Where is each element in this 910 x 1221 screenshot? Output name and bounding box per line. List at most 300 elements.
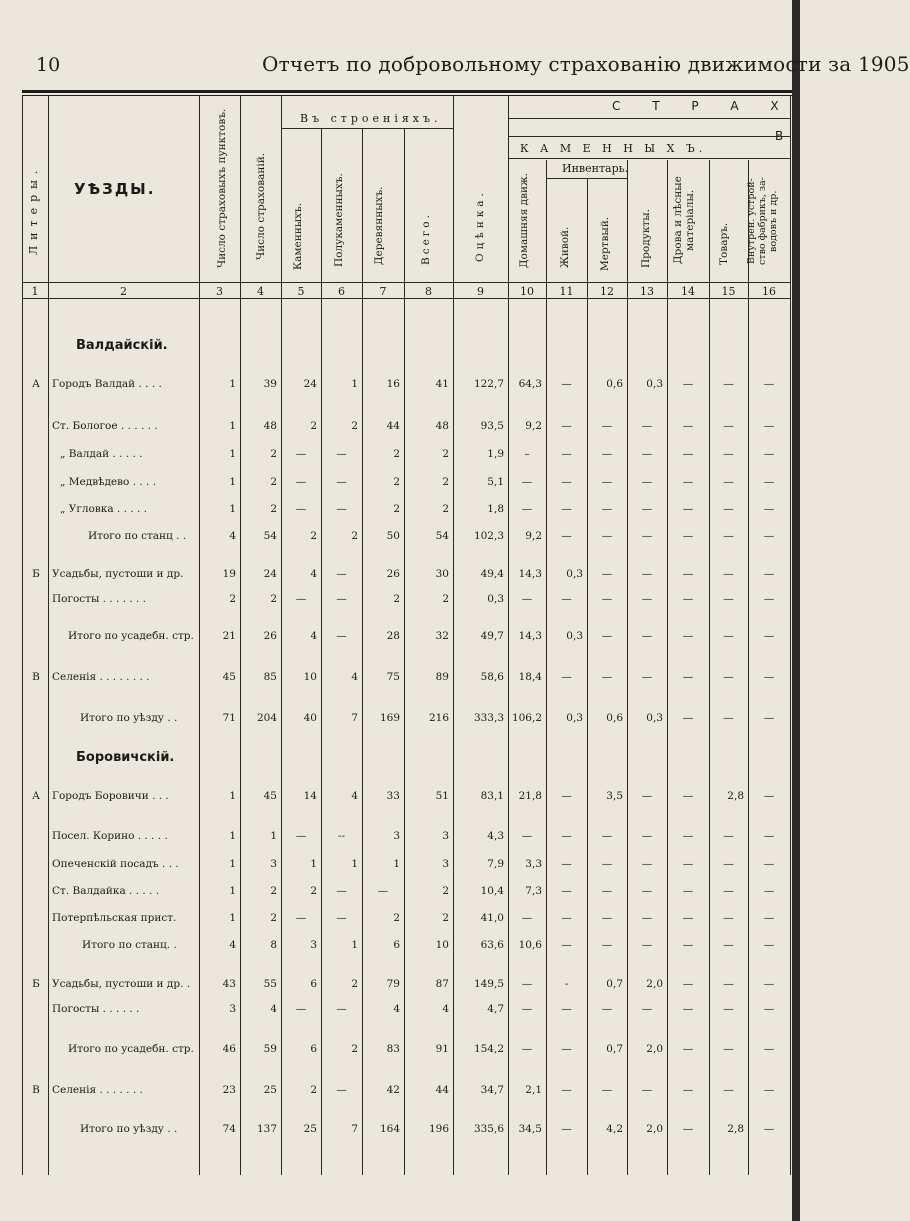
cell-col12: — bbox=[601, 476, 613, 488]
cell-col12: — bbox=[601, 939, 613, 951]
cell-col6: — bbox=[336, 630, 347, 642]
cell-col13: — bbox=[641, 1003, 653, 1015]
cell-col12: — bbox=[601, 885, 613, 897]
cell-col4: 8 bbox=[270, 939, 277, 951]
cell-col10: 2,1 bbox=[525, 1084, 542, 1096]
header-litery: Литеры. bbox=[27, 164, 40, 256]
cell-col3: 23 bbox=[222, 1084, 236, 1096]
row-name: „ Валдай . . . . . bbox=[60, 448, 143, 460]
column-number: 16 bbox=[762, 285, 776, 298]
cell-col15: — bbox=[723, 939, 734, 951]
cell-col4: 59 bbox=[263, 1043, 277, 1055]
header-bottom-rule bbox=[22, 282, 790, 283]
row-name: „ Медвѣдево . . . . bbox=[60, 476, 157, 488]
header-col9: Оцѣнка. bbox=[474, 189, 486, 263]
cell-col16: — bbox=[763, 378, 775, 390]
cell-col8: 54 bbox=[435, 530, 449, 542]
cell-col16: — bbox=[763, 1123, 775, 1135]
table-row bbox=[0, 978, 800, 998]
cell-col13: — bbox=[641, 671, 653, 683]
cell-col4: 3 bbox=[270, 858, 277, 870]
cell-col15: — bbox=[723, 1003, 734, 1015]
column-number: 3 bbox=[216, 285, 223, 298]
top-rule-thin bbox=[22, 95, 792, 96]
cell-col11: — bbox=[561, 1123, 572, 1135]
cell-col13: — bbox=[641, 420, 653, 432]
table-row bbox=[0, 885, 800, 905]
cell-col13: 2,0 bbox=[646, 1123, 663, 1135]
cell-col4: 2 bbox=[270, 593, 277, 605]
cell-col14: — bbox=[682, 885, 694, 897]
cell-col10: — bbox=[521, 912, 533, 924]
cell-col10: 14,3 bbox=[518, 568, 542, 580]
row-name: Итого по усадебн. стр. bbox=[68, 630, 194, 642]
cell-col5: 14 bbox=[303, 790, 317, 802]
cell-col16: — bbox=[763, 885, 775, 897]
column-number: 5 bbox=[297, 285, 305, 298]
cell-col13: — bbox=[641, 630, 653, 642]
cell-col11: — bbox=[561, 530, 572, 542]
row-name: Итого по уѣзду . . bbox=[80, 1123, 178, 1135]
cell-col6: — bbox=[336, 1003, 347, 1015]
cell-col7: 83 bbox=[386, 1043, 400, 1055]
cell-col9: 1,9 bbox=[487, 448, 504, 460]
cell-col10: 9,2 bbox=[525, 420, 542, 432]
cell-col12: — bbox=[601, 912, 613, 924]
cell-col15: — bbox=[723, 712, 734, 724]
cell-col14: — bbox=[682, 1043, 694, 1055]
cell-col8: 87 bbox=[435, 978, 449, 990]
column-number: 11 bbox=[559, 285, 574, 298]
cell-col4: 2 bbox=[270, 503, 277, 515]
cell-col9: 5,1 bbox=[487, 476, 504, 488]
cell-col14: — bbox=[682, 378, 694, 390]
cell-col15: — bbox=[723, 830, 734, 842]
cell-col11: — bbox=[561, 912, 572, 924]
cell-col15: — bbox=[723, 858, 734, 870]
row-name: Опеченскій посадъ . . . bbox=[52, 858, 179, 870]
cell-col8: 2 bbox=[442, 593, 449, 605]
cell-col7: 42 bbox=[386, 1084, 400, 1096]
header-col13: Продукты. bbox=[640, 209, 652, 268]
cell-col10: — bbox=[521, 503, 533, 515]
cell-col16: — bbox=[763, 448, 775, 460]
table-row bbox=[0, 1084, 800, 1104]
header-group-strakh: С Т Р А Х bbox=[612, 99, 793, 113]
cell-col10: 3,3 bbox=[525, 858, 542, 870]
cell-col10: 64,3 bbox=[518, 378, 542, 390]
cell-col5: — bbox=[295, 830, 307, 842]
cell-col6: 2 bbox=[351, 530, 358, 542]
cell-col5: — bbox=[295, 476, 307, 488]
cell-col9: 83,1 bbox=[480, 790, 504, 802]
cell-col7: 2 bbox=[393, 476, 400, 488]
cell-col12: — bbox=[601, 568, 613, 580]
cell-col12: — bbox=[601, 1003, 613, 1015]
cell-col14: — bbox=[682, 593, 694, 605]
header-group-v: В bbox=[775, 129, 784, 143]
row-letter: Б bbox=[32, 978, 40, 990]
table-row bbox=[0, 1123, 800, 1143]
cell-col12: — bbox=[601, 420, 613, 432]
cell-col16: — bbox=[763, 476, 775, 488]
cell-col4: 48 bbox=[263, 420, 277, 432]
cell-col11: — bbox=[561, 503, 572, 515]
table-row bbox=[0, 448, 800, 468]
cell-col10: 21,8 bbox=[518, 790, 542, 802]
cell-col7: — bbox=[377, 885, 389, 897]
row-name: Ст. Валдайка . . . . . bbox=[52, 885, 160, 897]
cell-col9: 4,3 bbox=[487, 830, 504, 842]
cell-col6: 2 bbox=[351, 978, 358, 990]
cell-col14: — bbox=[682, 530, 694, 542]
cell-col4: 1 bbox=[270, 830, 277, 842]
cell-col3: 4 bbox=[229, 939, 236, 951]
cell-col7: 2 bbox=[393, 448, 400, 460]
cell-col12: — bbox=[601, 530, 613, 542]
cell-col15: 2,8 bbox=[727, 1123, 744, 1135]
row-letter: А bbox=[32, 378, 40, 390]
cell-col10: 18,4 bbox=[518, 671, 542, 683]
cell-col15: — bbox=[723, 912, 734, 924]
cell-col15: 2,8 bbox=[727, 790, 744, 802]
cell-col5: 24 bbox=[303, 378, 317, 390]
row-name: Городъ Боровичи . . . bbox=[52, 790, 169, 802]
cell-col8: 89 bbox=[435, 671, 449, 683]
section-title: Боровичскій. bbox=[76, 750, 175, 765]
cell-col6: 1 bbox=[351, 858, 358, 870]
column-number: 9 bbox=[477, 285, 484, 298]
cell-col10: 14,3 bbox=[518, 630, 542, 642]
header-group-stroeniyakh: Въ строеніяхъ. bbox=[300, 112, 442, 125]
column-number: 12 bbox=[600, 285, 614, 298]
row-letter: В bbox=[32, 671, 40, 683]
cell-col16: — bbox=[763, 1043, 775, 1055]
header-col15: Товаръ. bbox=[718, 222, 730, 265]
cell-col15: — bbox=[723, 1084, 734, 1096]
cell-col4: 137 bbox=[256, 1123, 277, 1135]
cell-col3: 43 bbox=[222, 978, 236, 990]
cell-col5: 6 bbox=[310, 978, 317, 990]
cell-col10: — bbox=[521, 1043, 533, 1055]
cell-col5: — bbox=[295, 503, 307, 515]
cell-col5: — bbox=[295, 912, 307, 924]
header-rule-inventar bbox=[546, 178, 627, 179]
cell-col14: — bbox=[682, 420, 694, 432]
cell-col6: 4 bbox=[351, 790, 358, 802]
cell-col4: 39 bbox=[263, 378, 277, 390]
cell-col16: — bbox=[763, 671, 775, 683]
cell-col14: — bbox=[682, 712, 694, 724]
row-name: Итого по уѣзду . . bbox=[80, 712, 178, 724]
cell-col3: 4 bbox=[229, 530, 236, 542]
row-name: Погосты . . . . . . . bbox=[52, 593, 147, 605]
cell-col16: — bbox=[763, 630, 775, 642]
cell-col8: 196 bbox=[428, 1123, 449, 1135]
cell-col13: — bbox=[641, 858, 653, 870]
cell-col15: — bbox=[723, 420, 734, 432]
cell-col8: 51 bbox=[435, 790, 449, 802]
cell-col8: 4 bbox=[442, 1003, 449, 1015]
header-col6: Полукаменныхъ. bbox=[333, 173, 345, 267]
cell-col6: — bbox=[336, 885, 347, 897]
cell-col3: 71 bbox=[222, 712, 236, 724]
header-group-kamennykh: К А М Е Н Н Ы Х Ъ. bbox=[520, 142, 707, 155]
cell-col3: 46 bbox=[222, 1043, 236, 1055]
cell-col5: 2 bbox=[310, 885, 317, 897]
cell-col14: — bbox=[682, 630, 694, 642]
cell-col11: — bbox=[561, 939, 572, 951]
cell-col13: — bbox=[641, 503, 653, 515]
cell-col5: 2 bbox=[310, 420, 317, 432]
cell-col3: 1 bbox=[229, 420, 236, 432]
cell-col5: — bbox=[295, 593, 307, 605]
cell-col12: 0,7 bbox=[606, 978, 623, 990]
cell-col13: — bbox=[641, 790, 653, 802]
cell-col13: — bbox=[641, 885, 653, 897]
cell-col12: — bbox=[601, 630, 613, 642]
cell-col4: 24 bbox=[263, 568, 277, 580]
cell-col12: 3,5 bbox=[606, 790, 623, 802]
header-group-inventar: Инвентарь. bbox=[562, 162, 629, 175]
cell-col16: — bbox=[763, 503, 775, 515]
cell-col11: — bbox=[561, 671, 572, 683]
column-number: 6 bbox=[338, 285, 345, 298]
cell-col10: 10,6 bbox=[518, 939, 542, 951]
cell-col13: 0,3 bbox=[646, 378, 663, 390]
cell-col9: 10,4 bbox=[480, 885, 504, 897]
cell-col7: 44 bbox=[386, 420, 400, 432]
cell-col9: 93,5 bbox=[480, 420, 504, 432]
cell-col9: 34,7 bbox=[480, 1084, 504, 1096]
cell-col9: 4,7 bbox=[487, 1003, 504, 1015]
cell-col7: 79 bbox=[386, 978, 400, 990]
cell-col16: — bbox=[763, 858, 775, 870]
cell-col7: 6 bbox=[393, 939, 400, 951]
table-row bbox=[0, 630, 800, 650]
cell-col10: — bbox=[521, 1003, 533, 1015]
cell-col13: — bbox=[641, 476, 653, 488]
cell-col7: 3 bbox=[393, 830, 400, 842]
header-col11: Живой. bbox=[559, 226, 571, 268]
cell-col7: 75 bbox=[386, 671, 400, 683]
cell-col13: — bbox=[641, 912, 653, 924]
cell-col9: 49,7 bbox=[480, 630, 504, 642]
column-number: 13 bbox=[640, 285, 654, 298]
table-row bbox=[0, 671, 800, 691]
header-col12: Мертвый. bbox=[599, 216, 611, 271]
cell-col12: 0,6 bbox=[606, 378, 623, 390]
row-letter: В bbox=[32, 1084, 40, 1096]
table-row bbox=[0, 420, 800, 440]
cell-col15: — bbox=[723, 448, 734, 460]
cell-col12: 0,7 bbox=[606, 1043, 623, 1055]
cell-col8: 44 bbox=[435, 1084, 449, 1096]
cell-col14: — bbox=[682, 978, 694, 990]
header-rule-strakh bbox=[508, 118, 790, 119]
table-row bbox=[0, 712, 800, 732]
cell-col3: 1 bbox=[229, 858, 236, 870]
cell-col8: 2 bbox=[442, 476, 449, 488]
cell-col16: — bbox=[763, 420, 775, 432]
cell-col5: 2 bbox=[310, 1084, 317, 1096]
cell-col15: — bbox=[723, 530, 734, 542]
cell-col15: — bbox=[723, 885, 734, 897]
cell-col5: — bbox=[295, 448, 307, 460]
cell-col7: 169 bbox=[379, 712, 400, 724]
header-col5: Каменныхъ. bbox=[292, 202, 304, 270]
cell-col15: — bbox=[723, 476, 734, 488]
cell-col11: — bbox=[561, 448, 572, 460]
cell-col6: 1 bbox=[351, 939, 358, 951]
column-number: 7 bbox=[379, 285, 387, 298]
cell-col9: 122,7 bbox=[473, 378, 504, 390]
cell-col6: — bbox=[336, 503, 347, 515]
table-row bbox=[0, 476, 800, 496]
cell-col16: — bbox=[763, 1084, 775, 1096]
cell-col9: 41,0 bbox=[480, 912, 504, 924]
cell-col16: — bbox=[763, 912, 775, 924]
cell-col7: 4 bbox=[393, 1003, 400, 1015]
header-rule-stroeniyakh bbox=[281, 128, 453, 129]
cell-col8: 91 bbox=[435, 1043, 449, 1055]
cell-col8: 2 bbox=[442, 885, 449, 897]
cell-col4: 4 bbox=[270, 1003, 277, 1015]
cell-col9: 58,6 bbox=[480, 671, 504, 683]
cell-col7: 28 bbox=[386, 630, 400, 642]
cell-col6: — bbox=[336, 593, 347, 605]
header-col14: Дрова и лѣсные матеріалы. bbox=[672, 176, 696, 264]
column-number: 1 bbox=[31, 285, 39, 298]
cell-col8: 30 bbox=[435, 568, 449, 580]
cell-col10: — bbox=[521, 978, 533, 990]
cell-col10: 34,5 bbox=[518, 1123, 542, 1135]
cell-col5: 3 bbox=[310, 939, 317, 951]
row-letter: Б bbox=[32, 568, 40, 580]
cell-col8: 216 bbox=[428, 712, 449, 724]
cell-col11: — bbox=[561, 1003, 572, 1015]
cell-col11: — bbox=[561, 1084, 572, 1096]
row-name: Ст. Бологое . . . . . . bbox=[52, 420, 158, 432]
cell-col9: 49,4 bbox=[480, 568, 504, 580]
row-name: Потерпѣльская прист. bbox=[52, 912, 177, 924]
section-title: Валдайскій. bbox=[76, 338, 168, 353]
cell-col11: — bbox=[561, 593, 572, 605]
cell-col16: — bbox=[763, 712, 775, 724]
cell-col16: — bbox=[763, 593, 775, 605]
cell-col9: 7,9 bbox=[487, 858, 504, 870]
cell-col9: 335,6 bbox=[473, 1123, 504, 1135]
page-title: Отчетъ по добровольному страхованію движимости за 1905 bbox=[262, 52, 910, 76]
cell-col8: 2 bbox=[442, 912, 449, 924]
cell-col9: 0,3 bbox=[487, 593, 504, 605]
cell-col13: — bbox=[641, 448, 653, 460]
column-number: 2 bbox=[120, 285, 127, 298]
row-name: Итого по станц. . bbox=[82, 939, 177, 951]
cell-col7: 2 bbox=[393, 912, 400, 924]
cell-col8: 32 bbox=[435, 630, 449, 642]
cell-col11: — bbox=[561, 1043, 572, 1055]
cell-col3: 1 bbox=[229, 378, 236, 390]
cell-col8: 2 bbox=[442, 448, 449, 460]
cell-col10: – bbox=[524, 448, 530, 460]
cell-col15: — bbox=[723, 503, 734, 515]
cell-col14: — bbox=[682, 671, 694, 683]
cell-col11: — bbox=[561, 830, 572, 842]
cell-col5: 40 bbox=[303, 712, 317, 724]
cell-col12: 4,2 bbox=[606, 1123, 623, 1135]
cell-col12: 0,6 bbox=[606, 712, 623, 724]
table-row bbox=[0, 503, 800, 523]
cell-col8: 48 bbox=[435, 420, 449, 432]
cell-col6: — bbox=[336, 476, 347, 488]
cell-col7: 16 bbox=[386, 378, 400, 390]
cell-col4: 204 bbox=[256, 712, 277, 724]
cell-col6: — bbox=[336, 912, 347, 924]
cell-col14: — bbox=[682, 830, 694, 842]
cell-col14: — bbox=[682, 912, 694, 924]
cell-col3: 45 bbox=[222, 671, 236, 683]
cell-col13: 2,0 bbox=[646, 1043, 663, 1055]
cell-col12: — bbox=[601, 671, 613, 683]
column-number: 8 bbox=[425, 285, 432, 298]
column-number: 4 bbox=[257, 285, 264, 298]
top-rule bbox=[22, 90, 792, 93]
header-rule-v bbox=[508, 136, 790, 137]
cell-col7: 33 bbox=[386, 790, 400, 802]
cell-col6: 7 bbox=[351, 1123, 358, 1135]
cell-col16: — bbox=[763, 939, 775, 951]
table-row bbox=[0, 593, 800, 613]
row-name: Итого по усадебн. стр. bbox=[68, 1043, 194, 1055]
header-rule-kamennykh bbox=[508, 158, 790, 159]
cell-col14: — bbox=[682, 1084, 694, 1096]
cell-col6: 4 bbox=[351, 671, 358, 683]
cell-col13: 0,3 bbox=[646, 712, 663, 724]
cell-col6: -- bbox=[337, 830, 346, 842]
header-col4: Число страхованій. bbox=[255, 152, 267, 260]
cell-col14: — bbox=[682, 503, 694, 515]
cell-col14: — bbox=[682, 568, 694, 580]
header-col7: Деревянныхъ. bbox=[373, 186, 385, 266]
cell-col5: 2 bbox=[310, 530, 317, 542]
table-row bbox=[0, 830, 800, 850]
cell-col10: — bbox=[521, 476, 533, 488]
cell-col3: 3 bbox=[229, 1003, 236, 1015]
row-name: Итого по станц . . bbox=[88, 530, 187, 542]
cell-col11: — bbox=[561, 476, 572, 488]
cell-col14: — bbox=[682, 1123, 694, 1135]
cell-col4: 54 bbox=[263, 530, 277, 542]
cell-col12: — bbox=[601, 830, 613, 842]
row-name: „ Угловка . . . . . bbox=[60, 503, 147, 515]
cell-col6: — bbox=[336, 448, 347, 460]
cell-col3: 1 bbox=[229, 790, 236, 802]
cell-col5: 4 bbox=[310, 630, 317, 642]
table-row bbox=[0, 530, 800, 550]
table-row bbox=[0, 378, 800, 398]
cell-col6: 2 bbox=[351, 1043, 358, 1055]
row-name: Посел. Коринo . . . . . bbox=[52, 830, 168, 842]
cell-col16: — bbox=[763, 978, 775, 990]
cell-col8: 2 bbox=[442, 503, 449, 515]
cell-col5: 10 bbox=[303, 671, 317, 683]
cell-col4: 2 bbox=[270, 476, 277, 488]
page-number: 10 bbox=[36, 54, 61, 76]
row-name: Погосты . . . . . . bbox=[52, 1003, 140, 1015]
cell-col12: — bbox=[601, 503, 613, 515]
cell-col4: 2 bbox=[270, 912, 277, 924]
